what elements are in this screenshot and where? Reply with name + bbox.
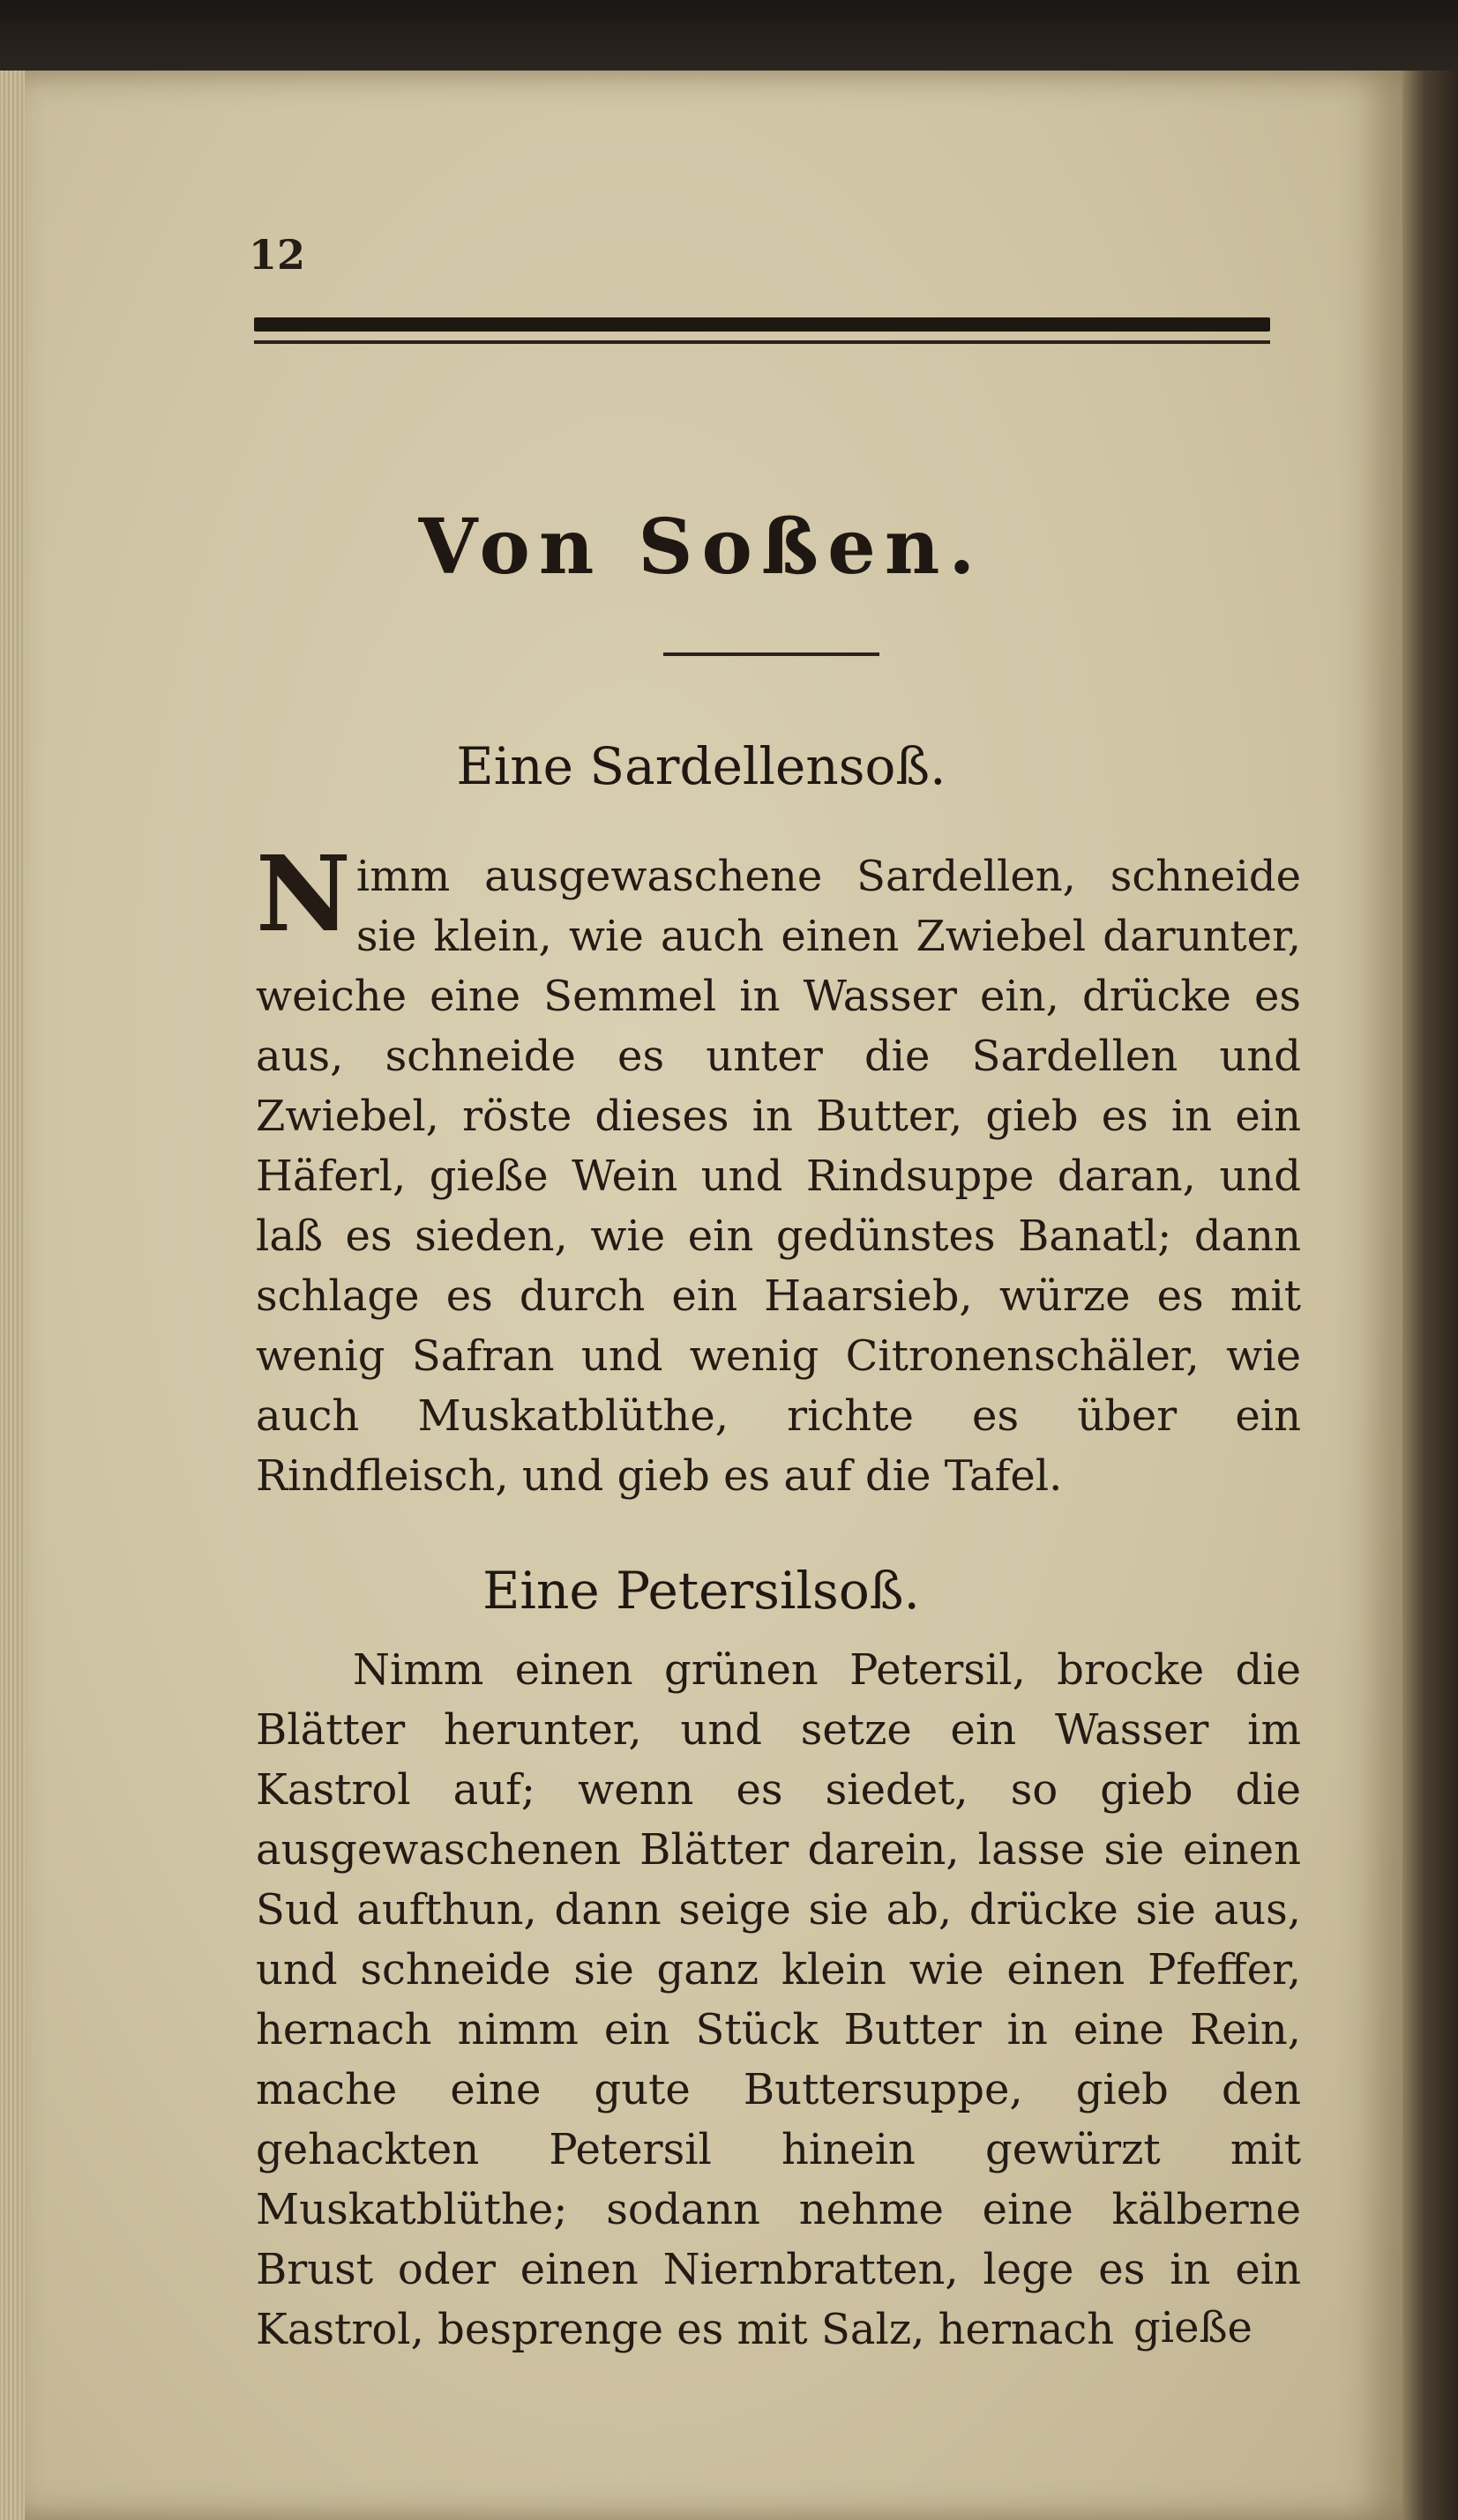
section-heading-petersilsoss: Eine Petersilsoß. <box>482 1561 920 1621</box>
book-spine <box>1402 71 1458 2520</box>
section-body-sardellensoss: Nimm ausgewaschene Sardellen, schneide sie klein, wie auch einen Zwiebel darunter, weiche eine Semmel in Wasser ein, drücke es aus, schneide es unter die Sardellen und Zwiebel, röste dieses in Butter, gieb es in ein Häferl, gieße Wein und Rindsuppe daran, und laß es sieden, wie ein gedünstes Banatl; dann schlage es durch ein Haarsieb, würze es mit wenig Safran und wenig Citronenschäler, wie auch Muskatblüthe, richte es über ein Rindfleisch, und gieb es auf die Tafel. <box>256 832 1301 1501</box>
title-rule <box>663 652 879 656</box>
header-rule-thick <box>254 317 1270 332</box>
section-body-petersilsoss: Nimm einen grünen Petersil, brocke die Blätter herunter, und setze ein Wasser im Kastrol auf; wenn es siedet, so gieb die ausgewaschenen Blätter darein, lasse sie einen Sud aufthun, dann seige sie ab, drücke sie aus, und schneide sie ganz klein wie einen Pfeffer, hernach nimm ein Stück Butter in eine Rein, mache eine gute Buttersuppe, gieb den gehackten Petersil hinein gewürzt mit Muskatblüthe; sodann nehme eine kälberne Brust oder einen Niernbratten, lege es in ein Kastrol, besprenge es mit Salz, hernach <box>256 1645 1301 2354</box>
header-rule-thin <box>254 340 1270 344</box>
page-edges <box>0 71 25 2520</box>
chapter-title: Von Soßen. <box>418 503 984 592</box>
section-heading-sardellensoss: Eine Sardellensoß. <box>456 736 946 796</box>
page-number: 12 <box>249 231 306 279</box>
catchword: gieße <box>1133 2303 1252 2352</box>
